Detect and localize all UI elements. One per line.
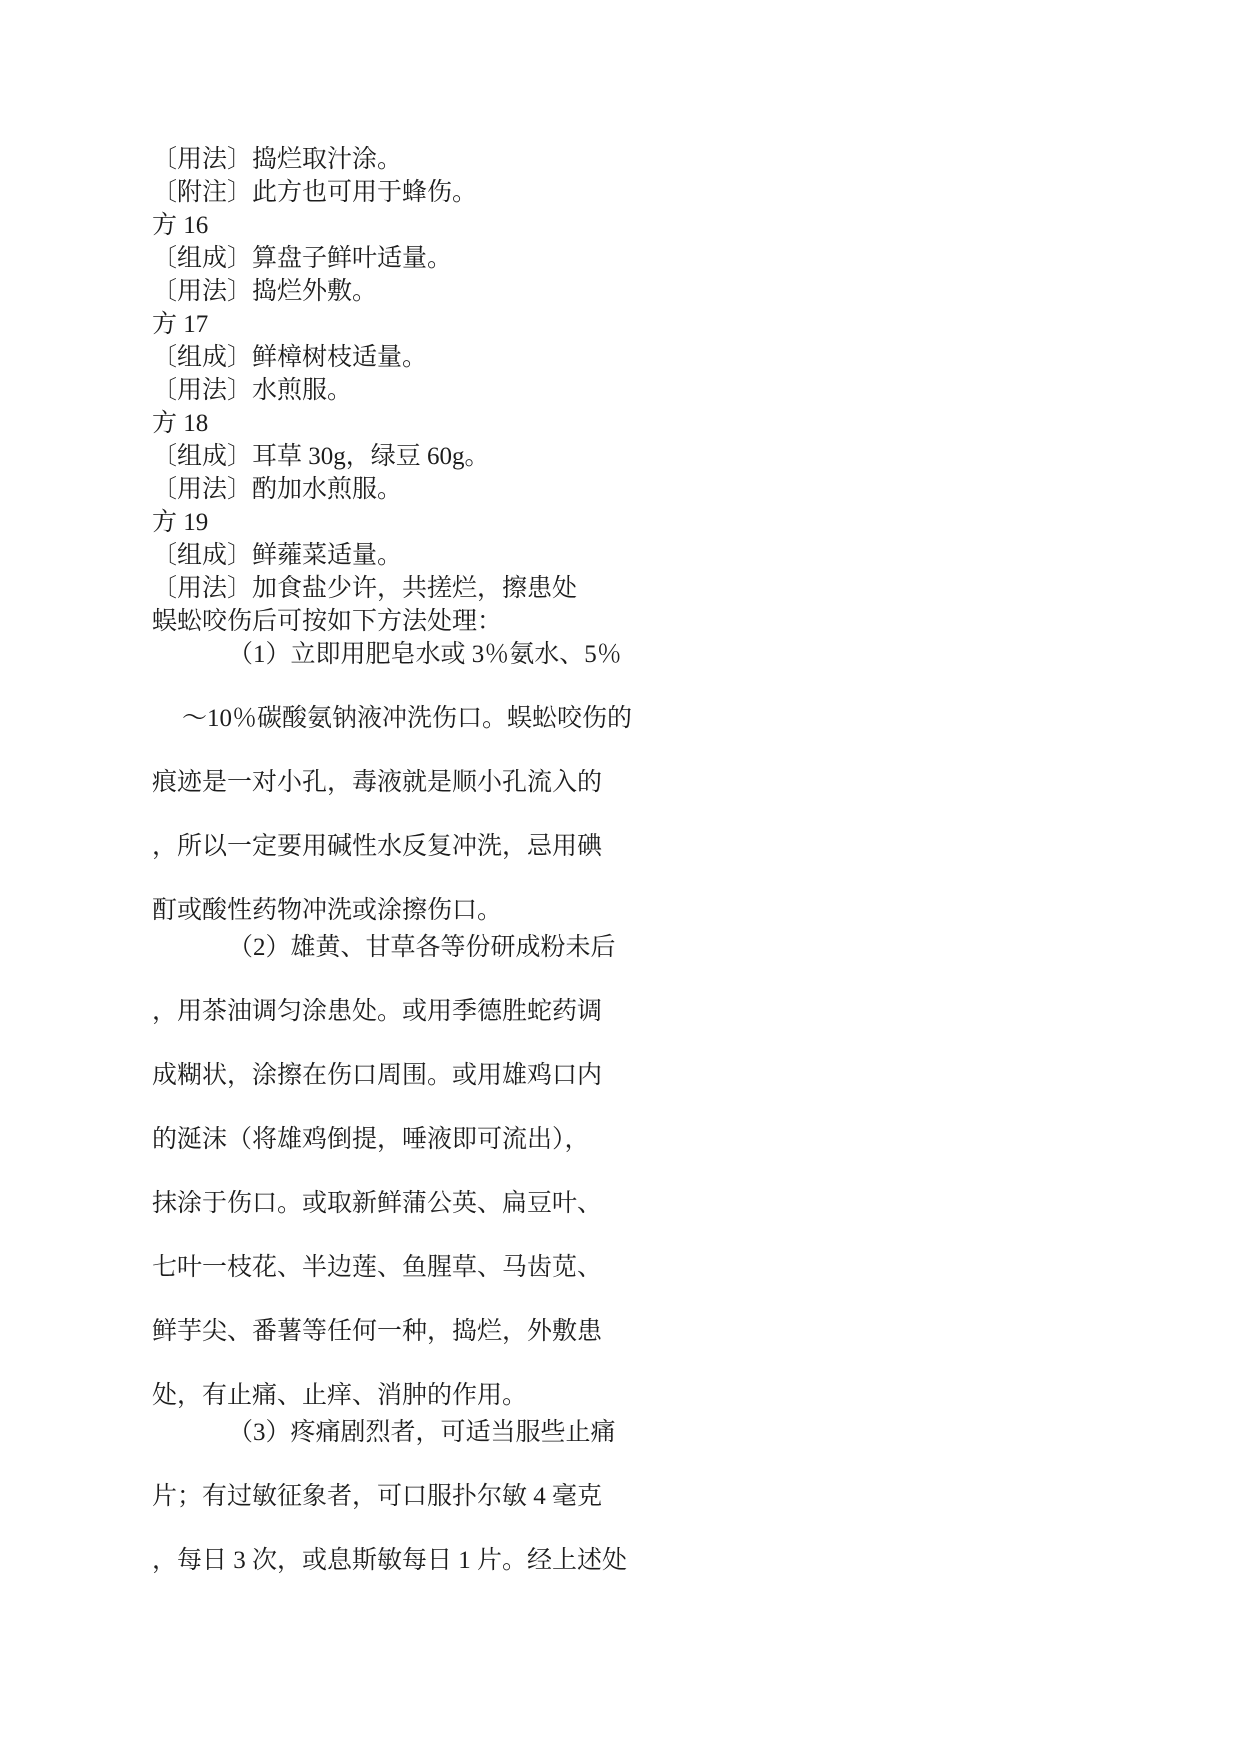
text-line: 片；有过敏征象者，可口服扑尔敏 4 毫克 bbox=[152, 1483, 603, 1510]
text-line: 〔用法〕捣烂外敷。 bbox=[152, 278, 378, 305]
text-line: 的涎沫（将雄鸡倒提，唾液即可流出）， bbox=[152, 1126, 590, 1153]
text-line: （3）疼痛剧烈者，可适当服些止痛 bbox=[228, 1419, 616, 1446]
text-line: 〔附注〕此方也可用于蜂伤。 bbox=[152, 179, 478, 206]
text-line: （1）立即用肥皂水或 3％氨水、5％ bbox=[228, 641, 622, 668]
text-line: 方 18 bbox=[152, 410, 209, 437]
text-line: （2）雄黄、甘草各等份研成粉未后 bbox=[228, 934, 616, 961]
text-line: 〔用法〕水煎服。 bbox=[152, 377, 353, 404]
text-line: 鲜芋尖、番薯等任何一种，捣烂，外敷患 bbox=[152, 1318, 603, 1345]
text-line: ～10％碳酸氨钠液冲洗伤口。蜈蚣咬伤的 bbox=[182, 705, 633, 732]
text-line: 成糊状，涂擦在伤口周围。或用雄鸡口内 bbox=[152, 1062, 603, 1089]
text-line: ，每日 3 次，或息斯敏每日 1 片。经上述处 bbox=[152, 1547, 628, 1574]
text-line: 〔用法〕加食盐少许，共搓烂，擦患处 bbox=[152, 575, 578, 602]
text-line: 方 17 bbox=[152, 311, 209, 338]
text-block bbox=[152, 143, 632, 1577]
text-line: ，用茶油调匀涂患处。或用季德胜蛇药调 bbox=[152, 998, 603, 1025]
text-line: 〔用法〕捣烂取汁涂。 bbox=[152, 146, 403, 173]
text-line: 酊或酸性药物冲洗或涂擦伤口。 bbox=[152, 897, 503, 924]
text-line: 方 16 bbox=[152, 212, 209, 239]
text-line: 〔组成〕耳草 30g，绿豆 60g。 bbox=[152, 443, 490, 470]
text-line: 处，有止痛、止痒、消肿的作用。 bbox=[152, 1382, 528, 1409]
text-line: 方 19 bbox=[152, 509, 209, 536]
text-line: 〔用法〕酌加水煎服。 bbox=[152, 476, 403, 503]
text-line: 抹涂于伤口。或取新鲜蒲公英、扁豆叶、 bbox=[152, 1190, 603, 1217]
text-line: 〔组成〕鲜樟树枝适量。 bbox=[152, 344, 428, 371]
text-line: 七叶一枝花、半边莲、鱼腥草、马齿苋、 bbox=[152, 1254, 603, 1281]
text-line: 蜈蚣咬伤后可按如下方法处理： bbox=[152, 608, 503, 635]
text-line: 〔组成〕算盘子鲜叶适量。 bbox=[152, 245, 453, 272]
text-line: 〔组成〕鲜蕹菜适量。 bbox=[152, 542, 403, 569]
text-line: 痕迹是一对小孔，毒液就是顺小孔流入的 bbox=[152, 769, 603, 796]
text-line: ，所以一定要用碱性水反复冲洗，忌用碘 bbox=[152, 833, 603, 860]
